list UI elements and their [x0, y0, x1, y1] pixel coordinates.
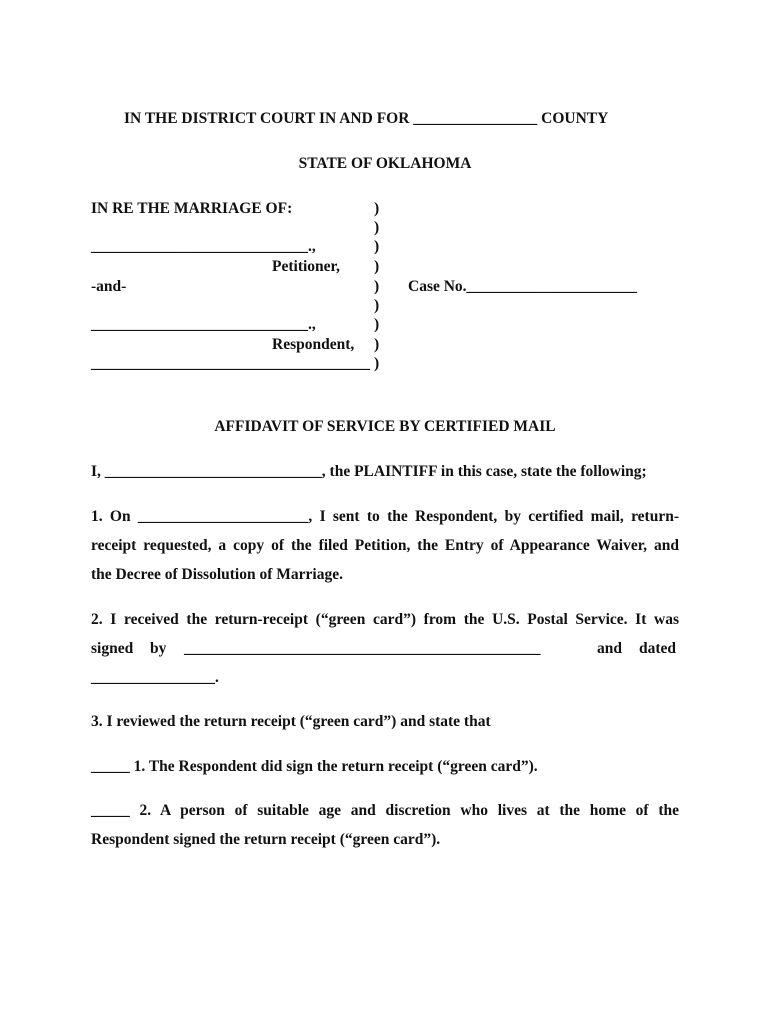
caption-bottom-rule: ____________________________________: [91, 355, 370, 372]
caption-paren: ): [374, 278, 380, 295]
item-2-and-word: and: [597, 640, 622, 657]
respondent-label: Respondent,: [272, 336, 355, 353]
option-2-line-2: Respondent signed the return receipt (“green card”).: [91, 831, 441, 848]
caption-paren: ): [374, 200, 380, 217]
petitioner-label: Petitioner,: [272, 258, 340, 275]
caption-paren: ): [374, 219, 380, 236]
item-2-signed-word: signed: [91, 640, 134, 657]
item-1-line-2: receipt requested, a copy of the filed Petition, the Entry of Appearance Waiver, and: [91, 537, 679, 554]
item-2-date-blank[interactable]: ________________.: [91, 669, 219, 686]
item-1-line-3: the Decree of Dissolution of Marriage.: [91, 566, 343, 583]
item-2-line-1: 2. I received the return-receipt (“green card”) from the U.S. Postal Service. It was: [91, 611, 679, 628]
caption-paren: ): [374, 238, 380, 255]
affiant-intro: I, ____________________________, the PLAINTIFF in this case, state the following;: [91, 463, 647, 480]
item-1-line-1: 1. On ______________________, I sent to the Respondent, by certified mail, return-: [91, 508, 679, 525]
respondent-name-blank[interactable]: ____________________________.,: [91, 316, 316, 333]
court-heading: IN THE DISTRICT COURT IN AND FOR ________________ COUNTY: [124, 110, 609, 127]
item-2-dated-word: dated: [639, 640, 677, 657]
case-number-field[interactable]: Case No.______________________: [408, 278, 638, 295]
caption-paren: ): [374, 258, 380, 275]
and-label: -and-: [91, 278, 127, 295]
caption-paren: ): [374, 336, 380, 353]
item-3-statement: 3. I reviewed the return receipt (“green card”) and state that: [91, 713, 491, 730]
caption-paren: ): [374, 316, 380, 333]
item-2-signer-blank[interactable]: ______________________________________________: [184, 640, 541, 657]
option-1-respondent-signed[interactable]: _____ 1. The Respondent did sign the return receipt (“green card”).: [91, 758, 538, 775]
caption-paren: ): [374, 355, 380, 372]
caption-paren: ): [374, 297, 380, 314]
state-heading: STATE OF OKLAHOMA: [298, 155, 472, 172]
petitioner-name-blank[interactable]: ____________________________.,: [91, 238, 316, 255]
document-title: AFFIDAVIT OF SERVICE BY CERTIFIED MAIL: [214, 418, 556, 435]
item-2-by-word: by: [150, 640, 167, 657]
option-2-line-1[interactable]: _____ 2. A person of suitable age and discretion who lives at the home of the: [91, 802, 679, 819]
in-re-label: IN RE THE MARRIAGE OF:: [91, 200, 293, 217]
